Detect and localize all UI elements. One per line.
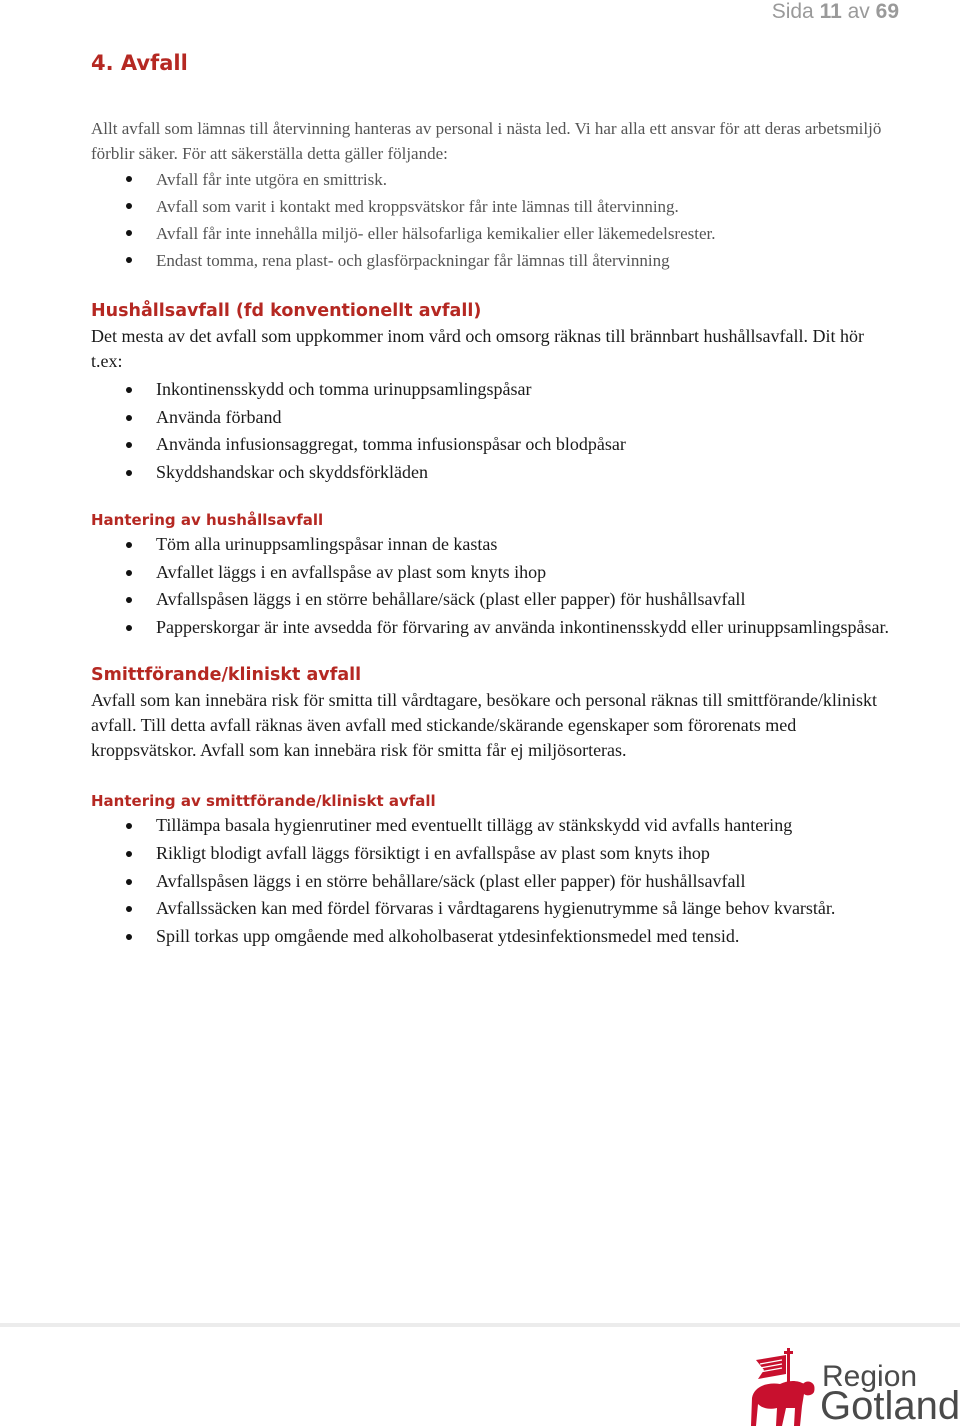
list-item: Avfallet läggs i en avfallspåse av plast som knyts ihop: [91, 560, 891, 585]
list-item: Avfall får inte utgöra en smittrisk.: [91, 166, 891, 193]
logo-region-text: Region: [822, 1360, 918, 1393]
infectious-handling-list: [91, 813, 891, 949]
intro-paragraph: Allt avfall som lämnas till återvinning hanteras av personal i nästa led. Vi har alla ett ansvar för att deras arbetsmiljö förblir säker. För att säkerställa detta gäller följande:: [91, 119, 882, 163]
household-handling-heading: Hantering av hushållsavfall: [91, 511, 324, 530]
list-item: Endast tomma, rena plast- och glasförpackningar får lämnas till återvinning: [91, 247, 891, 274]
infectious-heading: Smittförande/kliniskt avfall: [91, 665, 362, 686]
household-paragraph: Det mesta av det avfall som uppkommer inom vård och omsorg räknas till brännbart hushållsavfall. Dit hör t.ex:: [91, 326, 864, 371]
logo-gotland-text: Gotland: [820, 1384, 960, 1428]
list-item: Rikligt blodigt avfall läggs försiktigt i en avfallspåse av plast som knyts ihop: [91, 841, 891, 866]
bullet-icon: [126, 934, 132, 940]
list-item: Använda förband: [91, 405, 891, 430]
bullet-icon: [126, 570, 132, 576]
footer-divider: [0, 1323, 960, 1327]
list-item: Töm alla urinuppsamlingspåsar innan de kastas: [91, 532, 891, 557]
list-item: Skyddshandskar och skyddsförkläden: [91, 460, 891, 485]
household-list: [91, 377, 891, 485]
page-title: 4. Avfall: [91, 51, 188, 75]
list-item: Spill torkas upp omgående med alkoholbaserat ytdesinfektionsmedel med tensid.: [91, 924, 891, 949]
page-number: Sida 11 av 69: [771, 0, 899, 23]
bullet-icon: [126, 597, 132, 603]
bullet-icon: [126, 203, 132, 209]
bullet-icon: [126, 257, 132, 263]
intro-list: [91, 166, 891, 274]
bullet-icon: [126, 442, 132, 448]
bullet-icon: [126, 625, 132, 631]
list-item: Använda infusionsaggregat, tomma infusionspåsar och blodpåsar: [91, 432, 891, 457]
bullet-icon: [126, 906, 132, 912]
bullet-icon: [126, 823, 132, 829]
bullet-icon: [126, 387, 132, 393]
list-item: Avfall får inte innehålla miljö- eller hälsofarliga kemikalier eller läkemedelsrester.: [91, 220, 891, 247]
bullet-icon: [126, 851, 132, 857]
household-heading: Hushållsavfall (fd konventionellt avfall): [91, 301, 482, 321]
infectious-handling-heading: Hantering av smittförande/kliniskt avfall: [91, 792, 436, 811]
bullet-icon: [126, 879, 132, 885]
list-item: Avfallspåsen läggs i en större behållare/säck (plast eller papper) för hushållsavfall: [91, 587, 891, 612]
list-item: Tillämpa basala hygienrutiner med eventuellt tillägg av stänkskydd vid avfalls hantering: [91, 813, 891, 838]
document-body: [91, 48, 891, 952]
infectious-paragraph: Avfall som kan innebära risk för smitta till vårdtagare, besökare och personal räknas till smittförande/kliniskt avfall. Till detta avfall räknas även avfall med stickande/skärande egenskaper som förorenats med kroppsvätskor. Avfall som kan innebära risk för smitta får ej miljösorteras.: [91, 690, 877, 761]
list-item: Papperskorgar är inte avsedda för förvaring av använda inkontinensskydd eller urinuppsamlingspåsar.: [91, 615, 891, 640]
bullet-icon: [126, 470, 132, 476]
list-item: Avfall som varit i kontakt med kroppsvätskor får inte lämnas till återvinning.: [91, 193, 891, 220]
household-handling-list: [91, 532, 891, 640]
bullet-icon: [126, 415, 132, 421]
list-item: Avfallspåsen läggs i en större behållare/säck (plast eller papper) för hushållsavfall: [91, 869, 891, 894]
bullet-icon: [126, 542, 132, 548]
intro-section: [91, 116, 891, 274]
list-item: Avfallssäcken kan med fördel förvaras i vårdtagarens hygienutrymme så länge behov kvarstår.: [91, 896, 891, 921]
bullet-icon: [126, 176, 132, 182]
list-item: Inkontinensskydd och tomma urinuppsamlingspåsar: [91, 377, 891, 402]
bullet-icon: [126, 230, 132, 236]
